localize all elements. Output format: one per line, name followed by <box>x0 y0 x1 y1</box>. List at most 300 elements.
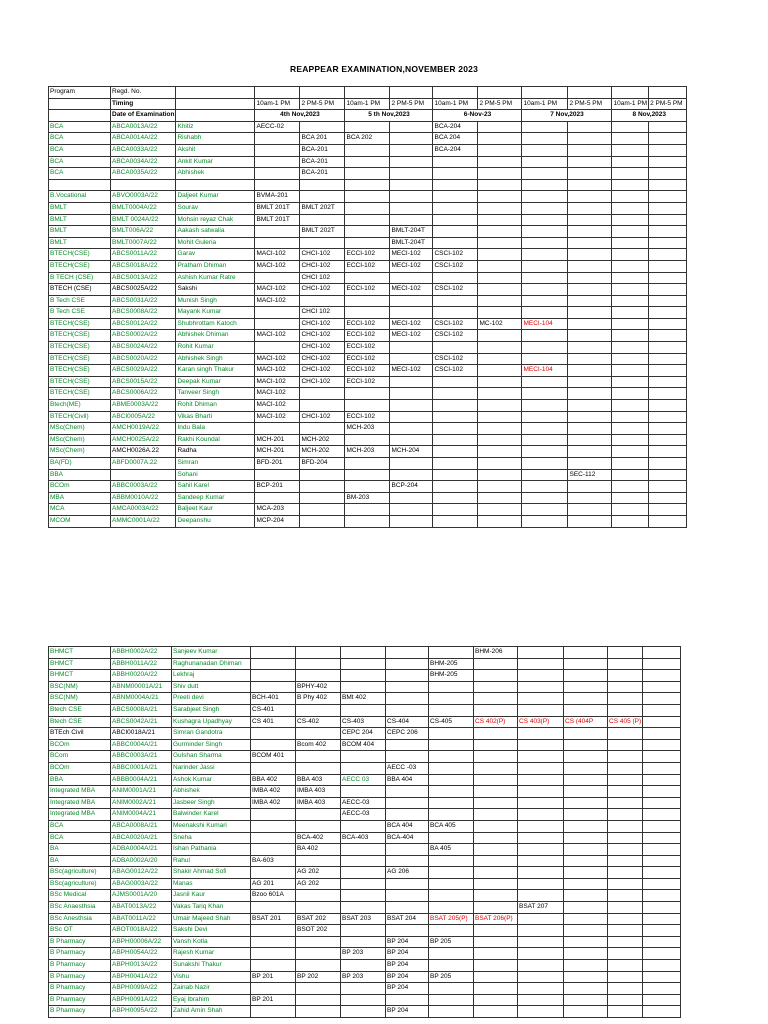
paper-code-cell <box>251 820 296 832</box>
paper-code-cell <box>300 423 345 435</box>
table-row <box>49 411 687 423</box>
table-row <box>49 179 687 191</box>
header-row-timing <box>49 98 687 110</box>
paper-code-cell <box>255 226 300 238</box>
paper-code-cell <box>564 878 608 890</box>
paper-code-cell <box>568 492 612 504</box>
paper-code-cell <box>518 832 564 844</box>
table-row <box>49 295 687 307</box>
paper-code-cell <box>429 1006 474 1018</box>
paper-code-cell <box>478 156 522 168</box>
paper-code-cell: IMBA 403 <box>296 797 341 809</box>
student-name-cell: Rajesh Kumar <box>172 948 251 960</box>
paper-code-cell <box>345 168 390 180</box>
paper-code-cell <box>522 179 568 191</box>
paper-code-cell <box>649 168 687 180</box>
paper-code-cell: Bzoo 601A <box>251 890 296 902</box>
regd-no-cell: ABPH0013A/22 <box>111 960 172 972</box>
paper-code-cell <box>345 434 390 446</box>
table-row <box>49 156 687 168</box>
paper-code-cell: MCH-203 <box>345 446 390 458</box>
paper-code-cell: BCA 404 <box>386 820 429 832</box>
paper-code-cell <box>296 658 341 670</box>
paper-code-cell <box>386 902 429 914</box>
paper-code-cell <box>564 925 608 937</box>
paper-code-cell <box>649 400 687 412</box>
table-row <box>49 249 687 261</box>
header-row-program <box>49 87 687 99</box>
paper-code-cell: CS 405 (P) <box>608 716 643 728</box>
paper-code-cell <box>433 214 478 226</box>
paper-code-cell <box>649 260 687 272</box>
paper-code-cell: BCA 204 <box>433 133 478 145</box>
paper-code-cell <box>255 179 300 191</box>
paper-code-cell <box>649 295 687 307</box>
paper-code-cell <box>255 342 300 354</box>
paper-code-cell <box>568 330 612 342</box>
paper-code-cell: BCA-201 <box>300 144 345 156</box>
paper-code-cell: BCA-402 <box>296 832 341 844</box>
paper-code-cell <box>478 388 522 400</box>
paper-code-cell <box>518 925 564 937</box>
paper-code-cell <box>386 647 429 659</box>
table-row <box>49 832 681 844</box>
table-row <box>49 458 687 470</box>
program-cell: BHMCT <box>49 670 111 682</box>
paper-code-cell <box>522 492 568 504</box>
paper-code-cell <box>649 353 687 365</box>
paper-code-cell <box>649 191 687 203</box>
paper-code-cell <box>608 867 643 879</box>
paper-code-cell <box>300 481 345 493</box>
table-row <box>49 820 681 832</box>
paper-code-cell <box>433 388 478 400</box>
student-name-cell: Baljeet Kaur <box>176 504 255 516</box>
table-row <box>49 867 681 879</box>
paper-code-cell <box>612 388 649 400</box>
paper-code-cell <box>300 504 345 516</box>
table-row <box>49 1006 681 1018</box>
paper-code-cell <box>568 191 612 203</box>
paper-code-cell: CHCI-102 <box>300 330 345 342</box>
student-name-cell: Jasnil Kaur <box>172 890 251 902</box>
paper-code-cell <box>522 144 568 156</box>
paper-code-cell <box>564 693 608 705</box>
paper-code-cell <box>296 902 341 914</box>
paper-code-cell <box>649 446 687 458</box>
paper-code-cell <box>345 156 390 168</box>
paper-code-cell: MACI-102 <box>255 249 300 261</box>
paper-code-cell <box>478 400 522 412</box>
paper-code-cell: BP 201 <box>251 971 296 983</box>
timing-cell: 2 PM-5 PM <box>568 98 612 110</box>
paper-code-cell <box>568 388 612 400</box>
paper-code-cell <box>296 670 341 682</box>
paper-code-cell <box>390 342 433 354</box>
regd-no-cell: ABPH0041A/22 <box>111 971 172 983</box>
paper-code-cell <box>251 728 296 740</box>
student-name-cell: Simran Gandotra <box>172 728 251 740</box>
paper-code-cell <box>429 948 474 960</box>
paper-code-cell: BMLT-204T <box>390 226 433 238</box>
paper-code-cell <box>643 1006 681 1018</box>
paper-code-cell <box>643 820 681 832</box>
paper-code-cell <box>300 214 345 226</box>
paper-code-cell <box>300 400 345 412</box>
student-name-cell: Indu Bala <box>176 423 255 435</box>
paper-code-cell <box>612 423 649 435</box>
exam-date: 8 Nov,2023 <box>612 110 687 122</box>
paper-code-cell <box>608 820 643 832</box>
paper-code-cell <box>522 376 568 388</box>
paper-code-cell <box>341 751 386 763</box>
paper-code-cell: MECI-102 <box>390 249 433 261</box>
paper-code-cell <box>612 121 649 133</box>
paper-code-cell <box>612 284 649 296</box>
timing-cell: 10am-1 PM <box>522 98 568 110</box>
program-cell: B.Vocational <box>49 191 111 203</box>
paper-code-cell <box>429 925 474 937</box>
paper-code-cell <box>474 670 518 682</box>
paper-code-cell <box>478 411 522 423</box>
paper-code-cell <box>568 434 612 446</box>
regd-no-cell: ANIM0004A/21 <box>111 809 172 821</box>
paper-code-cell <box>433 237 478 249</box>
paper-code-cell: MACI-102 <box>255 376 300 388</box>
table-row <box>49 925 681 937</box>
paper-code-cell: SEC-112 <box>568 469 612 481</box>
paper-code-cell <box>341 1006 386 1018</box>
paper-code-cell: MACI-102 <box>255 400 300 412</box>
paper-code-cell: CHCI-102 <box>300 284 345 296</box>
paper-code-cell <box>429 704 474 716</box>
paper-code-cell <box>474 774 518 786</box>
paper-code-cell: BA 405 <box>429 844 474 856</box>
paper-code-cell <box>345 272 390 284</box>
paper-code-cell <box>608 948 643 960</box>
paper-code-cell <box>612 492 649 504</box>
paper-code-cell <box>296 983 341 995</box>
paper-code-cell: BHM-206 <box>474 647 518 659</box>
paper-code-cell <box>564 948 608 960</box>
paper-code-cell: CS-405 <box>429 716 474 728</box>
paper-code-cell <box>478 330 522 342</box>
student-name-cell: Rishabh <box>176 133 255 145</box>
paper-code-cell: BBA 402 <box>251 774 296 786</box>
paper-code-cell <box>564 844 608 856</box>
table-row <box>49 260 687 272</box>
paper-code-cell <box>518 658 564 670</box>
paper-code-cell: IMBA 403 <box>296 786 341 798</box>
paper-code-cell <box>255 144 300 156</box>
program-cell: B Pharmacy <box>49 960 111 972</box>
paper-code-cell <box>518 739 564 751</box>
student-name-cell: Aakash satwalia <box>176 226 255 238</box>
paper-code-cell: BMLT-204T <box>390 237 433 249</box>
paper-code-cell <box>568 481 612 493</box>
table-row <box>49 751 681 763</box>
program-cell: Integrated MBA <box>49 797 111 809</box>
paper-code-cell <box>608 832 643 844</box>
student-name-cell: Sahil Karel <box>176 481 255 493</box>
paper-code-cell: MACI-102 <box>255 284 300 296</box>
paper-code-cell <box>386 994 429 1006</box>
regd-no-cell: ABME0003A/22 <box>111 400 176 412</box>
paper-code-cell <box>433 226 478 238</box>
paper-code-cell <box>433 307 478 319</box>
program-cell: BCA <box>49 133 111 145</box>
paper-code-cell <box>612 156 649 168</box>
paper-code-cell <box>608 878 643 890</box>
paper-code-cell: MACI-102 <box>255 295 300 307</box>
paper-code-cell <box>345 458 390 470</box>
paper-code-cell <box>522 168 568 180</box>
table-row <box>49 774 681 786</box>
paper-code-cell: MECI-102 <box>390 260 433 272</box>
paper-code-cell: BSAT 203 <box>341 913 386 925</box>
paper-code-cell <box>568 376 612 388</box>
paper-code-cell <box>429 902 474 914</box>
paper-code-cell <box>649 121 687 133</box>
paper-code-cell <box>478 214 522 226</box>
table-row <box>49 168 687 180</box>
paper-code-cell: AECC-02 <box>255 121 300 133</box>
table-row <box>49 983 681 995</box>
paper-code-cell: MECI-102 <box>390 318 433 330</box>
table-row <box>49 214 687 226</box>
paper-code-cell <box>568 214 612 226</box>
paper-code-cell <box>251 983 296 995</box>
paper-code-cell <box>564 936 608 948</box>
table-row <box>49 237 687 249</box>
paper-code-cell: CS 401 <box>251 716 296 728</box>
paper-code-cell <box>522 330 568 342</box>
header-regd: Regd. No. <box>111 87 176 99</box>
paper-code-cell: BCA-403 <box>341 832 386 844</box>
paper-code-cell <box>649 515 687 527</box>
program-cell: B TECH (CSE) <box>49 272 111 284</box>
paper-code-cell: BFD-201 <box>255 458 300 470</box>
paper-code-cell: BCA 405 <box>429 820 474 832</box>
paper-code-cell: BMLT 202T <box>300 226 345 238</box>
paper-code-cell <box>474 867 518 879</box>
paper-code-cell <box>568 179 612 191</box>
paper-code-cell <box>643 878 681 890</box>
student-name-cell: Shiv dutt <box>172 681 251 693</box>
paper-code-cell <box>478 515 522 527</box>
paper-code-cell <box>649 388 687 400</box>
paper-code-cell <box>478 272 522 284</box>
paper-code-cell: ECCI-102 <box>345 318 390 330</box>
regd-no-cell: AMCA0003A/22 <box>111 504 176 516</box>
student-name-cell: Pratham Dhiman <box>176 260 255 272</box>
paper-code-cell <box>341 844 386 856</box>
regd-no-cell: ABCI0018A/21 <box>111 728 172 740</box>
paper-code-cell <box>612 365 649 377</box>
paper-code-cell <box>649 284 687 296</box>
paper-code-cell <box>296 948 341 960</box>
paper-code-cell <box>612 400 649 412</box>
table-row <box>49 762 681 774</box>
regd-no-cell: AMMC0001A/22 <box>111 515 176 527</box>
paper-code-cell: MCA-203 <box>255 504 300 516</box>
paper-code-cell <box>341 890 386 902</box>
paper-code-cell: BCA-404 <box>386 832 429 844</box>
paper-code-cell <box>345 179 390 191</box>
paper-code-cell <box>433 481 478 493</box>
paper-code-cell <box>643 925 681 937</box>
paper-code-cell: CHCI-102 <box>300 342 345 354</box>
paper-code-cell <box>478 504 522 516</box>
paper-code-cell <box>568 284 612 296</box>
paper-code-cell: BMLT 202T <box>300 202 345 214</box>
student-name-cell: Balwinder Karel <box>172 809 251 821</box>
paper-code-cell <box>390 423 433 435</box>
paper-code-cell <box>251 658 296 670</box>
paper-code-cell <box>612 249 649 261</box>
paper-code-cell <box>474 693 518 705</box>
table-row <box>49 786 681 798</box>
paper-code-cell <box>518 693 564 705</box>
program-cell: MCA <box>49 504 111 516</box>
paper-code-cell <box>251 762 296 774</box>
regd-no-cell: ADBA0002A/20 <box>111 855 172 867</box>
paper-code-cell <box>433 295 478 307</box>
student-name-cell: Rahul <box>172 855 251 867</box>
regd-no-cell: ABCS0042A/21 <box>111 716 172 728</box>
student-name-cell: Ishan Pathania <box>172 844 251 856</box>
paper-code-cell <box>478 458 522 470</box>
exam-schedule-table-1 <box>48 86 687 528</box>
table-row <box>49 330 687 342</box>
paper-code-cell <box>568 295 612 307</box>
program-cell: BSc Anaesthsia <box>49 902 111 914</box>
program-cell: BSC(NM) <box>49 693 111 705</box>
paper-code-cell <box>564 762 608 774</box>
paper-code-cell <box>345 388 390 400</box>
paper-code-cell <box>522 423 568 435</box>
paper-code-cell <box>518 960 564 972</box>
paper-code-cell <box>345 295 390 307</box>
paper-code-cell <box>643 658 681 670</box>
student-name-cell: Munish Singh <box>176 295 255 307</box>
table-row <box>49 434 687 446</box>
table-row <box>49 971 681 983</box>
paper-code-cell <box>564 867 608 879</box>
paper-code-cell <box>478 342 522 354</box>
paper-code-cell <box>612 168 649 180</box>
paper-code-cell: ECCI-102 <box>345 249 390 261</box>
program-cell: BTECH (CSE) <box>49 284 111 296</box>
paper-code-cell <box>390 353 433 365</box>
paper-code-cell <box>564 994 608 1006</box>
paper-code-cell: CS-401 <box>251 704 296 716</box>
regd-no-cell <box>111 469 176 481</box>
paper-code-cell <box>345 515 390 527</box>
paper-code-cell <box>568 272 612 284</box>
paper-code-cell <box>568 168 612 180</box>
paper-code-cell <box>474 704 518 716</box>
paper-code-cell <box>386 844 429 856</box>
regd-no-cell: AJMS0001A/20 <box>111 890 172 902</box>
paper-code-cell: BP 204 <box>386 1006 429 1018</box>
paper-code-cell: IMBA 402 <box>251 797 296 809</box>
paper-code-cell <box>433 376 478 388</box>
regd-no-cell: ABFD0007A.22 <box>111 458 176 470</box>
paper-code-cell: B Phy 402 <box>296 693 341 705</box>
student-name-cell: Vikas Bharti <box>176 411 255 423</box>
paper-code-cell: BCOM 404 <box>341 739 386 751</box>
regd-no-cell: ANIM0002A/21 <box>111 797 172 809</box>
paper-code-cell <box>518 681 564 693</box>
paper-code-cell <box>608 983 643 995</box>
table-row <box>49 469 687 481</box>
paper-code-cell: BSAT 202 <box>296 913 341 925</box>
paper-code-cell <box>390 144 433 156</box>
table-row <box>49 844 681 856</box>
paper-code-cell <box>608 925 643 937</box>
paper-code-cell <box>300 492 345 504</box>
timing-cell: 2 PM-5 PM <box>649 98 687 110</box>
paper-code-cell: AECC-03 <box>341 797 386 809</box>
paper-code-cell <box>608 681 643 693</box>
paper-code-cell <box>612 272 649 284</box>
paper-code-cell: ECCI-102 <box>345 342 390 354</box>
paper-code-cell <box>643 936 681 948</box>
regd-no-cell: BMLT006A/22 <box>111 226 176 238</box>
paper-code-cell <box>255 272 300 284</box>
program-cell: BBA <box>49 469 111 481</box>
program-cell: BA <box>49 855 111 867</box>
regd-no-cell: ABCS0012A/22 <box>111 318 176 330</box>
program-cell: BCA <box>49 832 111 844</box>
paper-code-cell <box>522 388 568 400</box>
paper-code-cell: CHCI-102 <box>300 318 345 330</box>
paper-code-cell <box>608 809 643 821</box>
paper-code-cell <box>522 272 568 284</box>
paper-code-cell <box>429 647 474 659</box>
paper-code-cell <box>386 855 429 867</box>
paper-code-cell <box>568 365 612 377</box>
paper-code-cell <box>564 658 608 670</box>
paper-code-cell <box>341 786 386 798</box>
paper-code-cell: IMBA 402 <box>251 786 296 798</box>
regd-no-cell: ABVO0003A/22 <box>111 191 176 203</box>
paper-code-cell <box>643 670 681 682</box>
paper-code-cell <box>568 400 612 412</box>
paper-code-cell <box>643 902 681 914</box>
paper-code-cell <box>345 191 390 203</box>
paper-code-cell <box>345 469 390 481</box>
paper-code-cell <box>341 820 386 832</box>
paper-code-cell <box>518 948 564 960</box>
paper-code-cell <box>341 925 386 937</box>
paper-code-cell: BPHY-402 <box>296 681 341 693</box>
paper-code-cell <box>518 774 564 786</box>
program-cell: BCOm <box>49 739 111 751</box>
paper-code-cell <box>522 458 568 470</box>
paper-code-cell <box>390 307 433 319</box>
paper-code-cell: BBA 403 <box>296 774 341 786</box>
table-row <box>49 902 681 914</box>
program-cell: BMLT <box>49 214 111 226</box>
paper-code-cell <box>522 284 568 296</box>
paper-code-cell: MECI-104 <box>522 365 568 377</box>
program-cell: BHMCT <box>49 647 111 659</box>
paper-code-cell <box>643 751 681 763</box>
paper-code-cell: CSCI-102 <box>433 318 478 330</box>
paper-code-cell <box>474 983 518 995</box>
